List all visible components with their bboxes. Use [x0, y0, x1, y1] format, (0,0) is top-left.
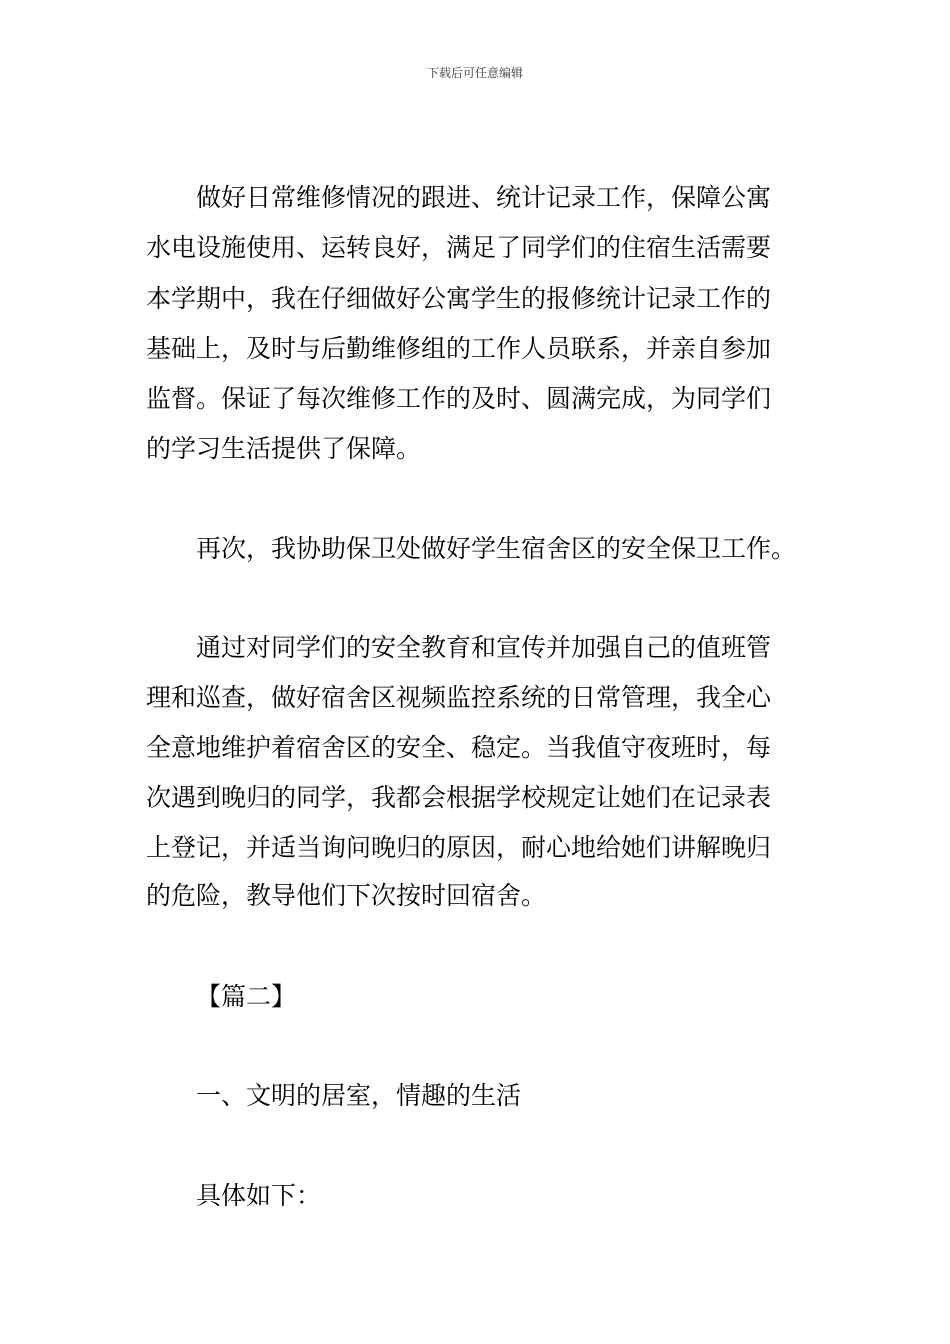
- paragraph-line: 通过对同学们的安全教育和宣传并加强自己的值班管: [196, 633, 772, 662]
- paragraph-line: 理和巡查，做好宿舍区视频监控系统的日常管理，我全心: [146, 683, 772, 712]
- paragraph-line: 水电设施使用、运转良好，满足了同学们的住宿生活需要: [146, 233, 772, 262]
- paragraph-line: 具体如下：: [196, 1181, 322, 1210]
- paragraph-line: 次遇到晚归的同学，我都会根据学校规定让她们在记录表: [146, 783, 772, 812]
- paragraph-line: 的学习生活提供了保障。: [146, 434, 422, 463]
- paragraph-line: 监督。保证了每次维修工作的及时、圆满完成，为同学们: [146, 384, 772, 413]
- paragraph-line: 的危险，教导他们下次按时回宿舍。: [146, 881, 547, 910]
- header-note: 下载后可任意编辑: [426, 66, 523, 80]
- paragraph-line: 本学期中，我在仔细做好公寓学生的报修统计记录工作的: [146, 284, 772, 313]
- paragraph-line: 做好日常维修情况的跟进、统计记录工作，保障公寓: [196, 183, 772, 212]
- paragraph-line: 再次，我协助保卫处做好学生宿舍区的安全保卫工作。: [196, 534, 797, 563]
- paragraph-line: 上登记，并适当询问晚归的原因，耐心地给她们讲解晚归: [146, 833, 772, 862]
- paragraph-line: 基础上，及时与后勤维修组的工作人员联系，并亲自参加: [146, 334, 772, 363]
- paragraph-line: 全意地维护着宿舍区的安全、稳定。当我值守夜班时，每: [146, 733, 772, 762]
- section-heading: 【篇二】: [196, 982, 297, 1011]
- subheading: 一、文明的居室，情趣的生活: [196, 1081, 522, 1110]
